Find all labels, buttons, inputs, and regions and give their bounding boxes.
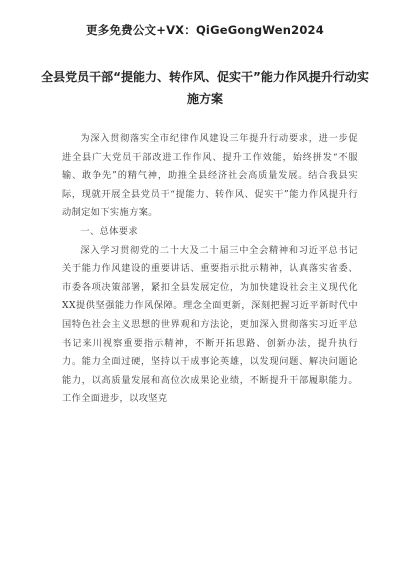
section-heading: 一、总体要求 — [80, 225, 138, 237]
body-paragraph: 深入学习贯彻党的二十大及二十届三中全会精神和习近平总书记关于能力作风建设的重要讲话、重要指示批示精神，认真落实省委、市委各项决策部署，紧扣全县发展定位，为加快建设社会主义现代化XX提供坚强能力作风保障。理念全面更新，深刻把握习近平新时代中国特色社会主义思想的世界观和方法论，更加深入贯彻落实习近平总书记来川视察重要指示精神，不断开拓思路、创新办法，提升执行力。能力全面过硬，坚持以干成事论英雄，以发现问题、解决问题论能力，以高质量发展和高位次成果论业绩，不断提升干部履职能力。工作全面进步，以攻坚克 — [62, 244, 358, 405]
intro-paragraph: 为深入贯彻落实全市纪律作风建设三年提升行动要求，进一步促进全县广大党员干部改进工作作风、提升工作效能，始终拼发“不服输、敢争先”的精气神，助推全县经济社会高质量发展。结合我县实际，现就开展全县党员干“提能力、转作风、促实干”能力作风提升行动制定如下实施方案。 — [62, 133, 358, 219]
document-title: 全县党员干部“提能力、转作风、促实干”能力作风提升行动实施方案 — [41, 70, 369, 106]
promo-line: 更多免费公文+VX：QiGeGongWen2024 — [86, 23, 324, 37]
document-body — [62, 130, 358, 409]
